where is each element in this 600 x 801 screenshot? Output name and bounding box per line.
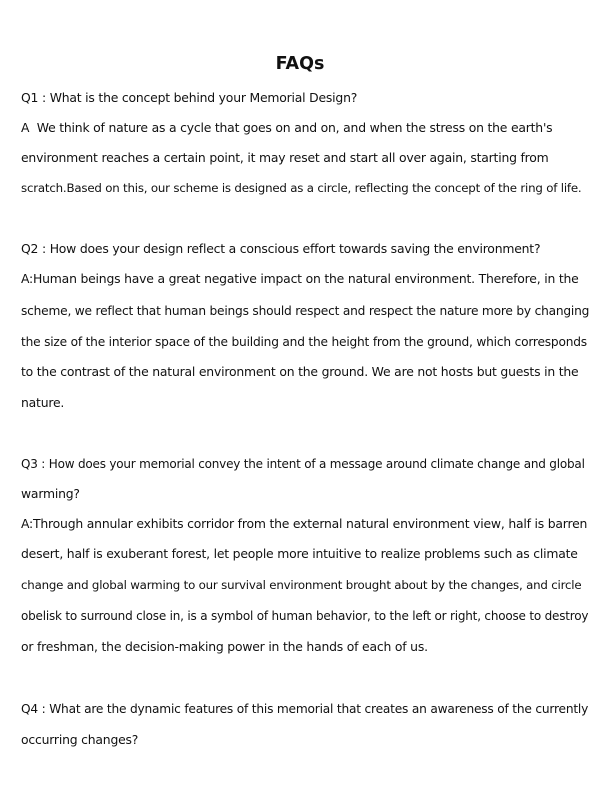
faq-1-answer-line-3: scratch.Based on this, our scheme is designed as a circle, reflecting the concept of the ring of life.: [21, 181, 582, 195]
faq-2-question: Q2 : How does your design reflect a conscious effort towards saving the environment?: [21, 241, 541, 256]
faq-3-question-line-1: Q3 : How does your memorial convey the intent of a message around climate change and global: [21, 457, 585, 471]
faq-3-answer-line-2: desert, half is exuberant forest, let people more intuitive to realize problems such as climate: [21, 546, 578, 561]
faq-2-answer-line-3: the size of the interior space of the building and the height from the ground, which corresponds: [21, 335, 587, 349]
faq-4-question-line-2: occurring changes?: [21, 732, 139, 747]
faq-1-answer-line-2: environment reaches a certain point, it may reset and start all over again, starting from: [21, 150, 549, 165]
faq-2-answer-line-1: A:Human beings have a great negative impact on the natural environment. Therefore, in the: [21, 271, 579, 286]
faq-3-answer-line-1: A:Through annular exhibits corridor from the external natural environment view, half is barren: [21, 516, 588, 531]
faq-2-answer-line-5: nature.: [21, 395, 65, 410]
faq-1-question: Q1 : What is the concept behind your Memorial Design?: [21, 90, 358, 105]
faq-3-answer-line-4: obelisk to surround close in, is a symbol of human behavior, to the left or right, choose to destroy: [21, 609, 589, 623]
faq-2-answer-line-4: to the contrast of the natural environment on the ground. We are not hosts but guests in the: [21, 364, 579, 379]
faq-3-answer-line-3: change and global warming to our survival environment brought about by the changes, and circle: [21, 578, 582, 592]
faq-3-answer-line-5: or freshman, the decision-making power in the hands of each of us.: [21, 639, 428, 654]
faq-2-answer-line-2: scheme, we reflect that human beings should respect and respect the nature more by changing: [21, 304, 590, 318]
faq-3-question-line-2: warming?: [21, 486, 80, 501]
faq-1-answer-line-1: A We think of nature as a cycle that goes on and on, and when the stress on the earth's: [21, 120, 553, 135]
faq-4-question-line-1: Q4 : What are the dynamic features of this memorial that creates an awareness of the currently: [21, 702, 589, 716]
page-title: FAQs: [275, 54, 325, 74]
